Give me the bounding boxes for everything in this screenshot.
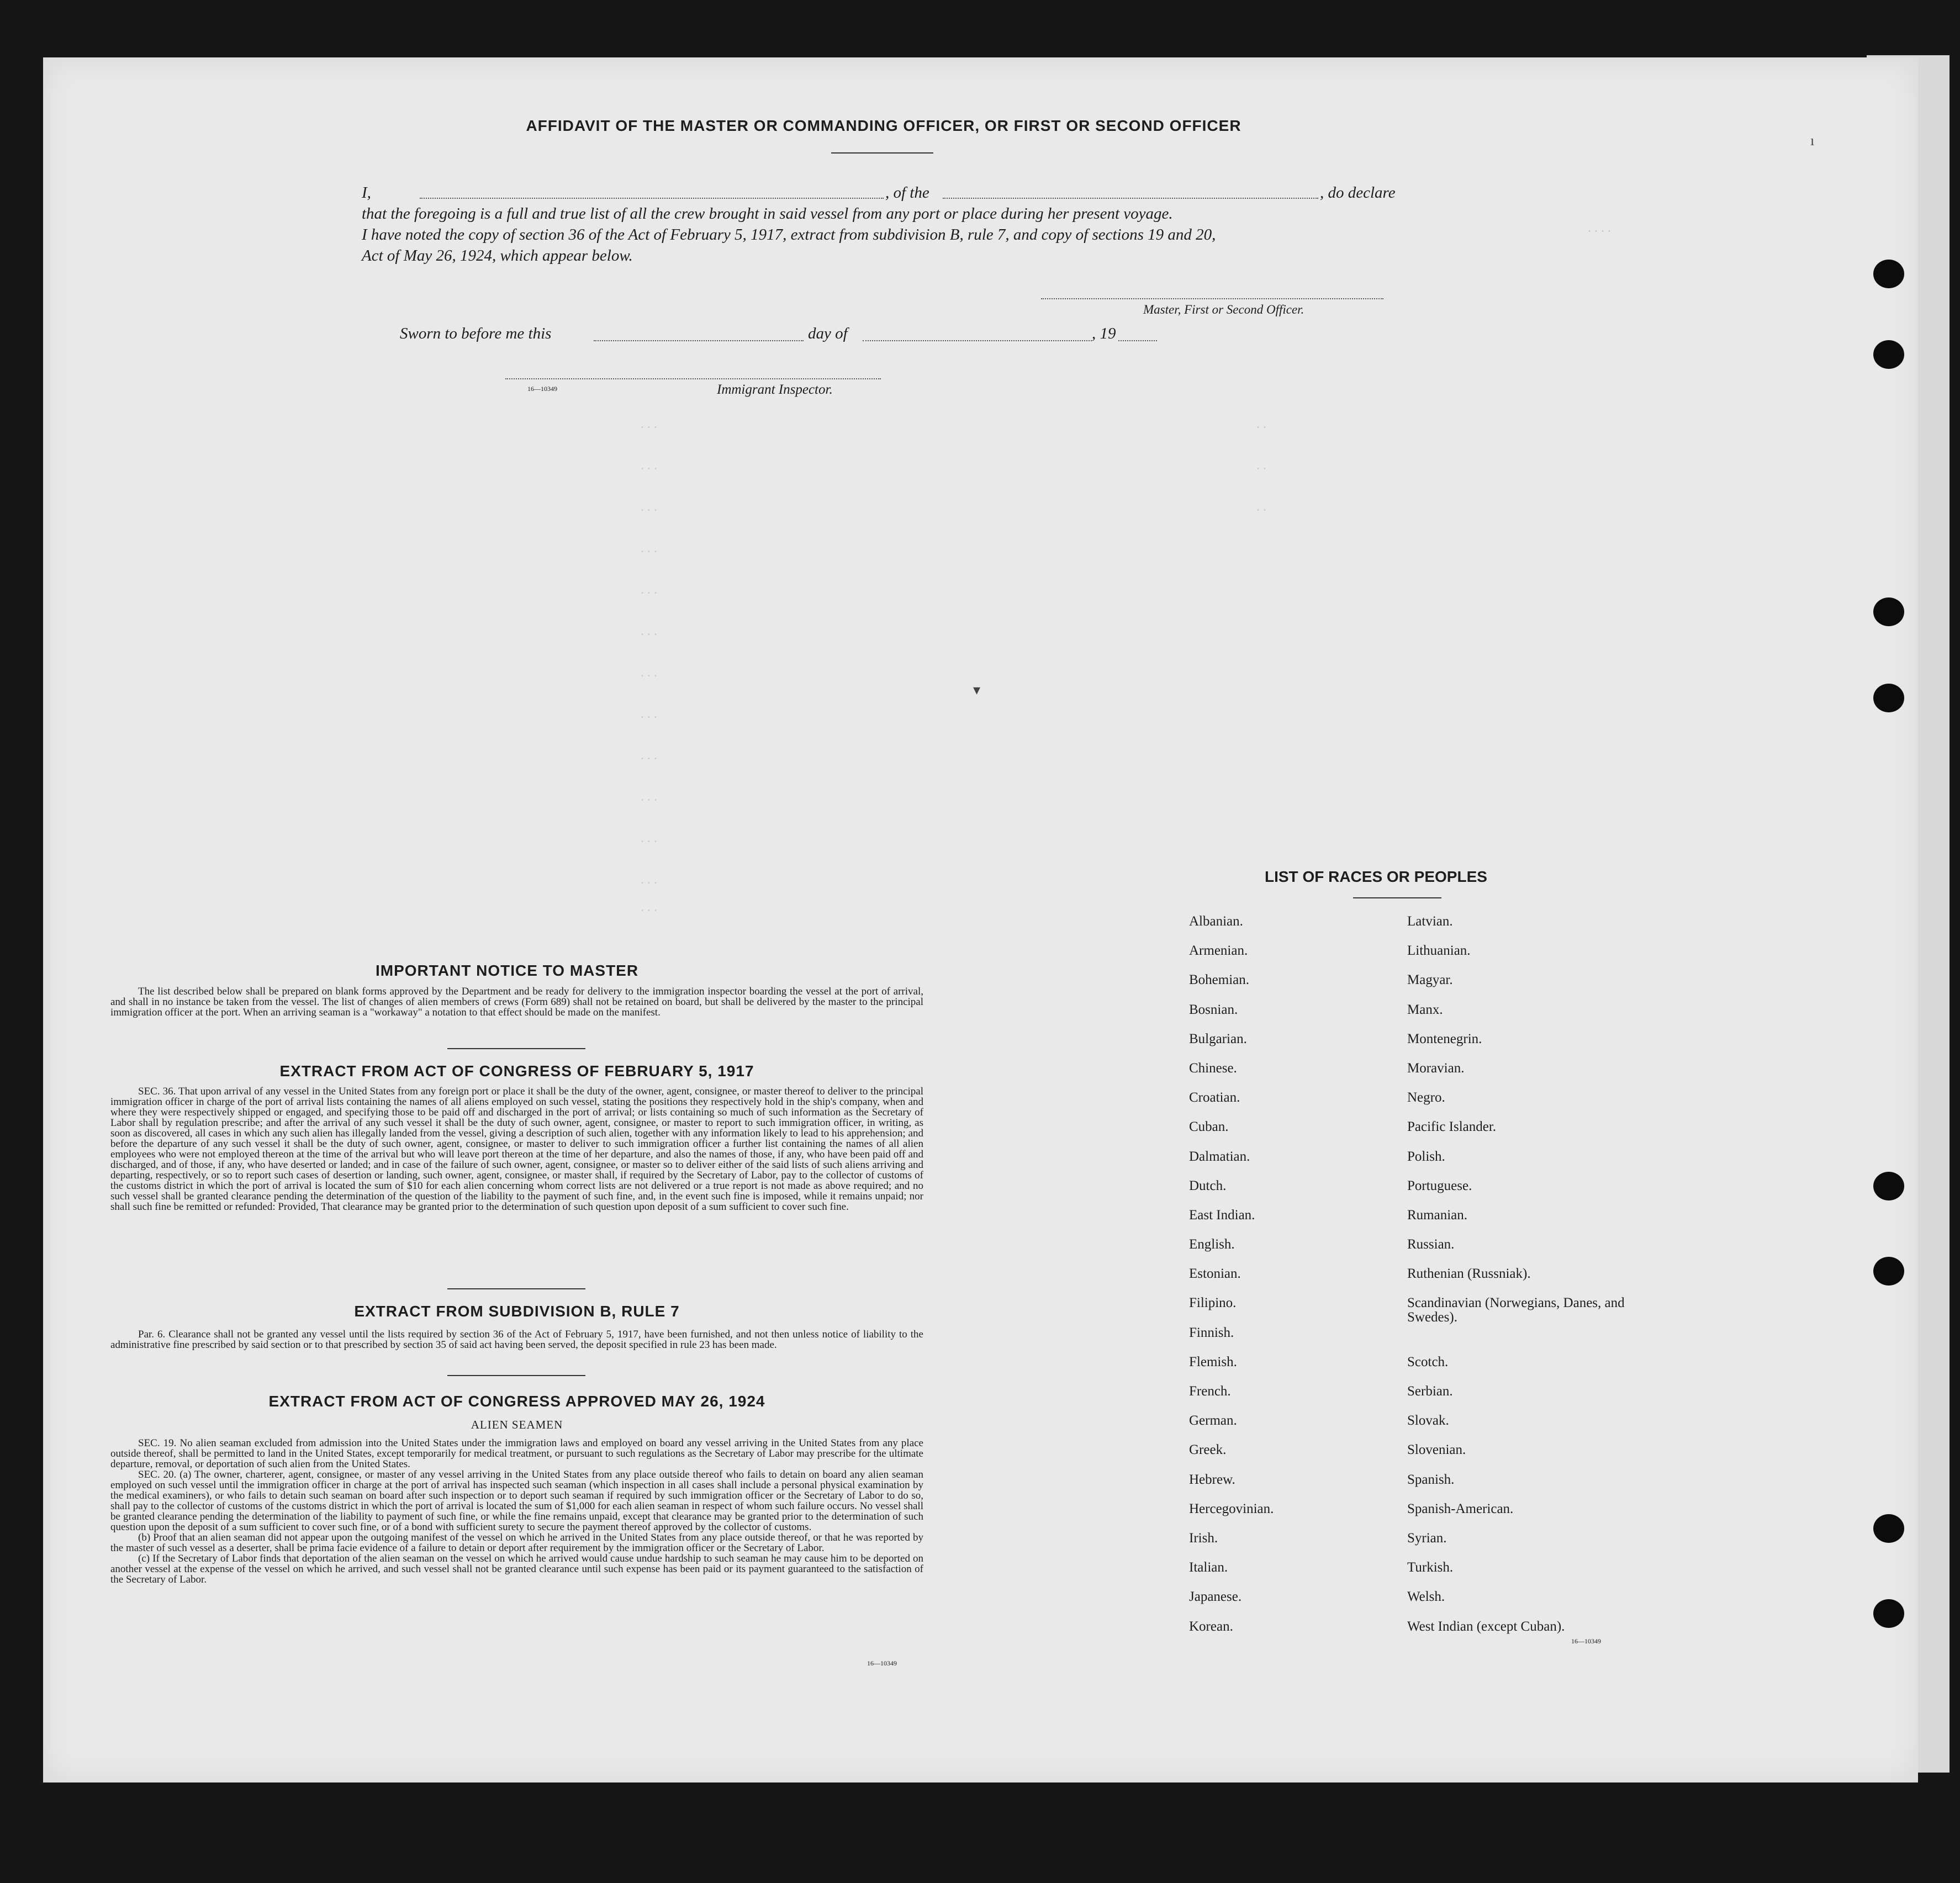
race-item: Moravian.: [1407, 1060, 1465, 1076]
extract-rule7-body: Par. 6. Clearance shall not be granted any vessel until the lists required by section 36 of the Act of February 5, 1917, have been furnished, and not then unless notice of liability to the administrative fine prescribed by said section or to that prescribed by section 35 of said act having been served, the deposit specified in rule 23 has been made.: [110, 1329, 923, 1351]
sworn-year-line[interactable]: [1118, 340, 1157, 341]
race-item: Ruthenian (Russniak).: [1407, 1266, 1531, 1282]
master-signature-label: Master, First or Second Officer.: [1143, 303, 1304, 316]
race-item: Bohemian.: [1189, 972, 1250, 988]
race-item: Cuban.: [1189, 1119, 1229, 1135]
notice-body: The list described below shall be prepared on blank forms approved by the Department and be ready for delivery to the immigration inspector boarding the vessel at the port of arrival, and shall in no instance be taken from the vessel. The list of changes of alien members of crews (Form 689) shall not be retained on board, but shall be delivered by the master to the principal immigration officer at the port. When an arriving seaman is a "workaway" a notation to that effect should be made on the manifest.: [110, 986, 923, 1018]
section-20c: (c) If the Secretary of Labor finds that deportation of the alien seaman on the vessel on which he arrived would cause undue hardship to such seaman he may cause him to be deported on another vessel at the expense of the vessel on which he arrived, and such vessel shall not be granted clearance until such expense has been paid or its payment guaranteed to the satisfaction of the Secretary of Labor.: [110, 1553, 923, 1585]
races-title: LIST OF RACES OR PEOPLES: [1265, 868, 1487, 885]
race-item: Korean.: [1189, 1618, 1233, 1634]
master-signature-line[interactable]: [1041, 298, 1383, 299]
race-item: Dalmatian.: [1189, 1149, 1250, 1164]
ink-mark: ▾: [973, 682, 981, 698]
race-item: Lithuanian.: [1407, 943, 1471, 959]
binder-hole: [1873, 340, 1904, 369]
race-item: Portuguese.: [1407, 1178, 1472, 1193]
race-item: Welsh.: [1407, 1589, 1445, 1605]
extract-rule7-title: EXTRACT FROM SUBDIVISION B, RULE 7: [354, 1303, 680, 1320]
race-item: Syrian.: [1407, 1530, 1447, 1546]
day-of-label: day of: [808, 325, 848, 342]
race-item: Hercegovinian.: [1189, 1501, 1274, 1516]
inspector-label: Immigrant Inspector.: [717, 382, 833, 397]
race-item: Armenian.: [1189, 943, 1248, 959]
extract-1917-body: SEC. 36. That upon arrival of any vessel in the United States from any foreign port or place it shall be the duty of the owner, agent, consignee, or master thereof to deliver to the principal immigration officer in charge of the port of arrival lists containing the names of all aliens employed on such vessel, stating the positions they respectively hold in the ship's company, when and where they were respectively shipped or engaged, and specifying those to be paid off and discharged in the port of arrival; or lists containing so much of such information as the Secretary of Labor shall by regulation prescribe; and after the arrival of any such vessel it shall be the duty of such owner, agent, consignee, or master to report to such immigration officer, in writing, as soon as discovered, all cases in which any such alien has illegally landed from the vessel, giving a description of such alien, together with any information likely to lead to his apprehension; and before the departure of any such vessel it shall be the duty of such owner, agent, consignee, or master to deliver to such immigration officer a further list containing the names of all alien employees who were not employed thereon at the time of the arrival but who will leave port thereon at the time of her departure, and also the names of those, if any, who have been paid off and discharged, and of those, if any, who have deserted or landed; and in case of the failure of such owner, agent, consignee, or master so to deliver either of the said lists of such aliens arriving and departing, respectively, or so to report such cases of desertion or landing, such owner, agent, consignee, or master shall, if required by the Secretary of Labor, pay to the collector of customs of the customs district in which the port of arrival is located the sum of $10 for each alien concerning whom correct lists are not delivered or a true report is not made as above required; and no such vessel shall be granted clearance pending the determination of the question of the liability to the payment of such fine, and, in the event such fine is imposed, while it remains unpaid; nor shall such fine be remitted or refunded: Provided, That clearance may be granted prior to the determination of such question upon deposit of a sum sufficient to cover such fine.: [110, 1086, 923, 1213]
race-item: Slovenian.: [1407, 1442, 1466, 1458]
race-item: Italian.: [1189, 1560, 1228, 1575]
binder-hole: [1873, 684, 1904, 712]
affidavit-title: AFFIDAVIT OF THE MASTER OR COMMANDING OFFICER, OR FIRST OR SECOND OFFICER: [526, 117, 1241, 134]
race-item: Latvian.: [1407, 914, 1453, 929]
binder-hole: [1873, 1257, 1904, 1286]
race-item: Bulgarian.: [1189, 1031, 1247, 1046]
divider: [1353, 897, 1441, 898]
extract-1924-subtitle: ALIEN SEAMEN: [471, 1418, 563, 1431]
extract-1924-title: EXTRACT FROM ACT OF CONGRESS APPROVED MAY 26, 1924: [268, 1393, 765, 1410]
race-item: Scotch.: [1407, 1354, 1449, 1369]
race-item: Spanish.: [1407, 1472, 1455, 1487]
inspector-signature-line[interactable]: [505, 378, 881, 379]
sworn-label: Sworn to before me this: [400, 325, 552, 342]
affidavit-line4: Act of May 26, 1924, which appear below.: [362, 247, 633, 265]
section-20a: SEC. 20. (a) The owner, charterer, agent, consignee, or master of any vessel arriving in the United States from any place outside thereof who fails to detain on board any alien seaman employed on such vessel until the immigration officer in charge at the port of arrival has inspected such seaman (which inspection in all cases shall include a personal physical examination by the medical examiners), or who fails to detain such seaman on board after such inspection or to deport such seaman if required by such immigration officer or the Secretary of Labor to do so, shall pay to the collector of customs of the customs district in which the port of arrival is located the sum of $1,000 for each alien seaman in respect of whom such failure occurs. No vessel shall be granted clearance pending the determination of the liability to payment of such fine, or while the fine remains unpaid, except that clearance may be granted prior to the determination of such question upon the deposit of a sum sufficient to cover such fine, or of a bond with sufficient surety to secure the payment thereof approved by the collector of customs.: [110, 1469, 923, 1533]
race-item: Spanish-American.: [1407, 1501, 1514, 1516]
binder-hole: [1873, 597, 1904, 626]
sworn-day-line[interactable]: [594, 340, 804, 341]
form-number: 16—10349: [1571, 1637, 1601, 1645]
affidavit-of-the: , of the: [885, 184, 929, 202]
race-item: Turkish.: [1407, 1560, 1454, 1575]
race-item: Scandinavian (Norwegians, Danes, and Swedes).: [1407, 1295, 1625, 1325]
race-item: Albanian.: [1189, 914, 1243, 929]
sworn-month-line[interactable]: [863, 340, 1092, 341]
race-item: Irish.: [1189, 1530, 1218, 1546]
race-item: English.: [1189, 1237, 1235, 1252]
race-item: Pacific Islander.: [1407, 1119, 1497, 1135]
race-item: Hebrew.: [1189, 1472, 1235, 1487]
binder-hole: [1873, 1172, 1904, 1200]
race-item: German.: [1189, 1413, 1237, 1429]
race-item: Dutch.: [1189, 1178, 1227, 1193]
race-item: Japanese.: [1189, 1589, 1242, 1605]
race-item: Flemish.: [1189, 1354, 1237, 1369]
vessel-line[interactable]: [943, 198, 1318, 199]
ink-mark: ı: [1810, 133, 1815, 149]
race-item: Estonian.: [1189, 1266, 1241, 1282]
race-item: Greek.: [1189, 1442, 1227, 1458]
race-item: Magyar.: [1407, 972, 1453, 988]
race-item: Rumanian.: [1407, 1207, 1468, 1223]
race-item: French.: [1189, 1384, 1231, 1399]
form-number: 16—10349: [867, 1659, 897, 1667]
race-item: Manx.: [1407, 1002, 1443, 1017]
race-item: Montenegrin.: [1407, 1031, 1482, 1046]
affidavit-do-declare: , do declare: [1320, 184, 1396, 202]
race-item: Finnish.: [1189, 1325, 1234, 1340]
binder-hole: [1873, 1514, 1904, 1543]
divider: [447, 1375, 585, 1376]
race-item: Bosnian.: [1189, 1002, 1238, 1017]
extract-1924-sections: [110, 1438, 923, 1585]
affidavit-line2: that the foregoing is a full and true list of all the crew brought in said vessel from any port or place during her present voyage.: [362, 205, 1173, 223]
divider: [831, 152, 933, 154]
affidavit-declaration: [362, 182, 1411, 266]
race-item: Serbian.: [1407, 1384, 1453, 1399]
divider: [447, 1288, 585, 1289]
races-column-1: [1189, 914, 1371, 1649]
section-19: SEC. 19. No alien seaman excluded from admission into the United States under the immigration laws and employed on board any vessel arriving in the United States from any place outside thereof, shall be permitted to land in the United States, except temporarily for medical treatment, or pursuant to such regulations as the Secretary of Labor may prescribe for the ultimate departure, removal, or deportation of such alien from the United States.: [110, 1437, 923, 1470]
name-line[interactable]: [420, 198, 884, 199]
race-item: Filipino.: [1189, 1295, 1237, 1311]
extract-1917-title: EXTRACT FROM ACT OF CONGRESS OF FEBRUARY 5, 1917: [279, 1062, 754, 1080]
year-prefix: , 19: [1092, 325, 1116, 342]
race-item: Polish.: [1407, 1149, 1445, 1164]
race-item: West Indian (except Cuban).: [1407, 1618, 1565, 1634]
divider: [447, 1048, 585, 1049]
affidavit-i-label: I,: [362, 184, 371, 202]
binder-hole: [1873, 260, 1904, 288]
notice-title: IMPORTANT NOTICE TO MASTER: [376, 962, 639, 979]
race-item: Negro.: [1407, 1090, 1445, 1106]
race-item: Slovak.: [1407, 1413, 1449, 1429]
race-item: Russian.: [1407, 1237, 1455, 1252]
binder-hole: [1873, 1599, 1904, 1628]
affidavit-line3: I have noted the copy of section 36 of the Act of February 5, 1917, extract from subdivision B, rule 7, and copy of sections 19 and 20,: [362, 226, 1216, 244]
race-item: Croatian.: [1189, 1090, 1240, 1106]
races-column-2: [1407, 914, 1639, 1649]
section-20b: (b) Proof that an alien seaman did not appear upon the outgoing manifest of the vessel on which he arrived in the United States from any place outside thereof, or that he was reported by the master of such vessel as a deserter, shall be prima facie evidence of a failure to detain or deport after requirement by the immigration officer or the Secretary of Labor.: [110, 1532, 923, 1554]
form-number: 16—10349: [527, 385, 557, 393]
race-item: East Indian.: [1189, 1207, 1255, 1223]
race-item: Chinese.: [1189, 1060, 1237, 1076]
